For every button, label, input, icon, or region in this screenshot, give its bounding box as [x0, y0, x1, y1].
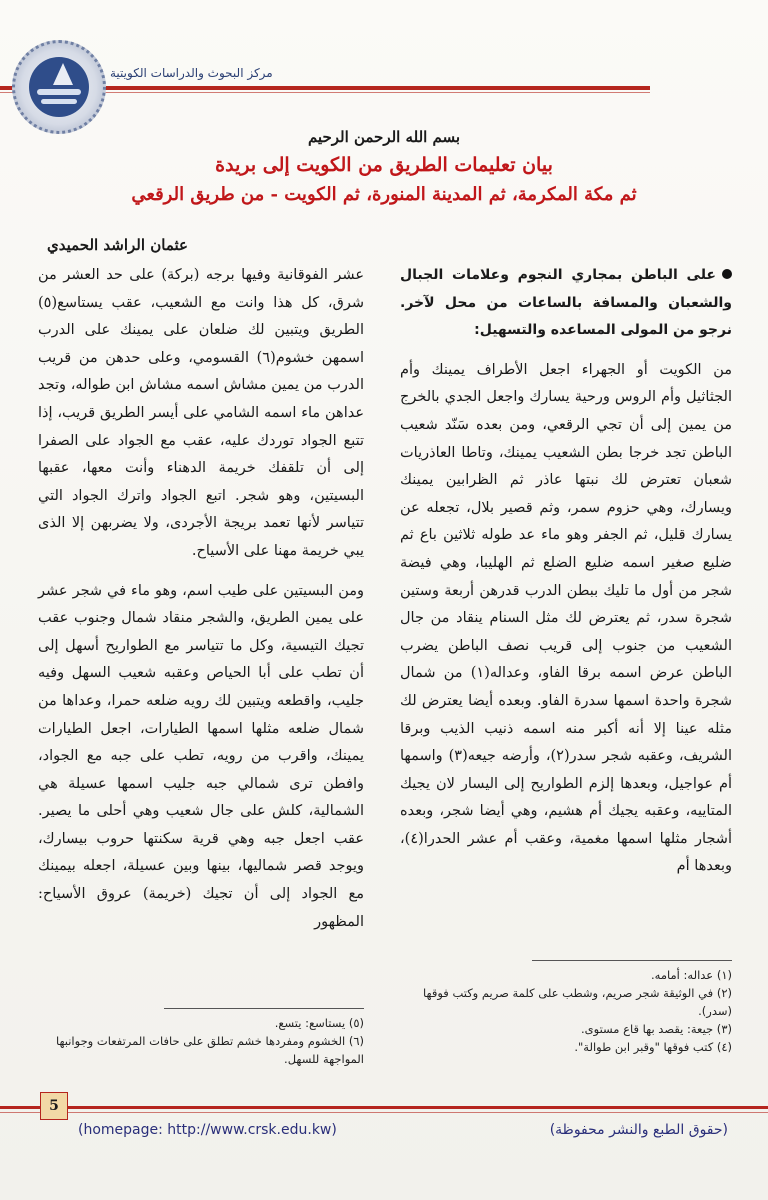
bismillah: بسم الله الرحمن الرحيم — [307, 128, 461, 146]
left-column — [38, 262, 364, 948]
center-logo-icon — [12, 40, 106, 134]
footnote-5: (٥) يستاسع: يتسع. — [274, 1016, 364, 1030]
body-paragraph-1: عشر الفوقانية وفيها برجه (بركة) على حد العشر من شرق، كل هذا وانت مع الشعيب، عقب يستاسع(٥) الطريق ويتبين لك ضلعان على يمينك على الدرب اسمهن خشوم(٦) القسومي، وعلى حدهن من قريب الدرب من يمين مشاش اسمه مشاش ابن طواله، وتجد عداهن ماء اسمه الشامي على أيسر الطريق قريب، إذا تتبع الجواد توردك عليه، عقب مع الجواد على الصفرا إلى أن تلقفك خريمة الدهناء وأنت معها، عقبها البسيتين، وهو شجر. اتبع الجواد واترك الجواد التي تتياسر لأنها تعمد بريجة الأجردى، ولا يضربهن إلا الذى يبي خريمة مهنا على الأسياح. — [38, 267, 364, 559]
title-block — [90, 128, 678, 205]
footnote-3: (٣) جيعة: يقصد بها قاع مستوى. — [580, 1022, 732, 1036]
bullet-icon — [722, 269, 732, 279]
footer-rule — [0, 1106, 768, 1109]
footnote-1: (١) عداله: أمامه. — [651, 968, 732, 982]
page-header — [0, 0, 768, 120]
page-number: 5 — [40, 1092, 68, 1120]
right-column — [400, 262, 732, 893]
author-name: عثمان الراشد الحميدي — [46, 236, 188, 254]
footer-rule-thin — [0, 1112, 768, 1113]
footnote-6: (٦) الخشوم ومفردها خشم تطلق على حافات المرتفعات وجوانبها المواجهة للسهل. — [55, 1034, 364, 1066]
footnotes-left — [38, 1014, 364, 1068]
body-paragraph: من الكويت أو الجهراء اجعل الأطراف يمينك وأم الجثاثيل وأم الروس ورحية يسارك واجعل الجدي بالخرج من يمين إلى أن تجي الرقعي، ومن بعده سَنّد شعيب الباطن تجد خرجا بطن الشعيب يمينك، وتاطا العاذريات شعبان تعترض لك نبتها عاذر ثم الظرابين يمينك ويسارك، وهي حزوم سمر، وثم قصير بلال، تجعله عن يسارك قليل، ثم الجفر وهو ماء عد طوله ثلاثين باع ثم ضليع صغير اسمه ضليع الضلع ثم الهليبا، وهي فيضة شجر من أول ما تليك ببطن الدرب قدرهن أربعة وستين شجرة سدر، ثم يعترض لك مثل السنام ينقاد من جال الشعيب من جنوب إلى قريب نصف الباطن يضرب الباطن عرض اسمه برقا الفاو، وعداله(١) من شمال شجرة واحدة اسمها سدرة الفاو. وبعده أيضا يعترض لك مثله عينا إلا أنه أكبر منه اسمه ذنيب الذيب وبرقا الشريف، وعقبه شجر سدر(٢)، وأرضه جيعه(٣) واسمها أم عواجيل، وبعدها إلزم الطواريح إلى اليسار لان يجيك المتاييه، وعقبه يجيك أم هشيم، وهي أيضا شجر، وبعده أشجار مثلها اسمها مغمية، وعقب أم عشر الحدرا(٤)، وبعدها أم — [400, 361, 733, 875]
homepage-link[interactable]: (homepage: http://www.crsk.edu.kw) — [78, 1122, 337, 1138]
article-title: بيان تعليمات الطريق من الكويت إلى بريدة — [215, 154, 553, 176]
copyright-notice: (حقوق الطبع والنشر محفوظة) — [549, 1122, 728, 1138]
body-paragraph-2: ومن البسيتين على طيب اسم، وهو ماء في شجر عشر على يمين الطريق، والشجر منقاد شمال وجنوب عقب تجيك التيسية، وكل ما تتياسر مع الطواريح أسهل إلى أن تطب على أبا الحياص وعقبه شعيب السهل وفيه جليب، واقطعه ويتبين لك رويه ضلعه حمرا، وعداها من شمال ضلعه مثلها اسمها الطيارات، اجعل الطيارات يمينك، واقرب من رويه، تطب على جبه مع الجواد، وافطن ترى شمالي جبه جليب اسمها عسيلة هي الشمالية، كلش على جال شعيب وهي أحلى ما يصير. عقب اجعل جبه وهي قرية سكنتها حروب بيسارك، ويوجد قصر شماليها، بينها وبين عسيلة، اجعله بيمينك مع الجواد إلى أن تجيك (خريمة) عروق الأسياح: المظهور — [38, 582, 364, 930]
footnote-rule-left — [164, 1008, 364, 1009]
center-name: مركز البحوث والدراسات الكويتية — [110, 66, 273, 80]
footnotes-right — [400, 966, 732, 1056]
lead-paragraph: على الباطن بمجاري النجوم وعلامات الجبال والشعبان والمسافة بالساعات من محل لآخر. نرجو من المولى المساعده والتسهيل: — [400, 267, 732, 339]
footnote-2: (٢) في الوثيقة شجر صريم، وشطب على كلمة صريم وكتب فوقها (سدر). — [423, 986, 732, 1018]
footnote-rule-right — [532, 960, 732, 961]
footnote-4: (٤) كتب فوقها "وقبر ابن طوالة". — [574, 1040, 732, 1054]
article-subtitle: ثم مكة المكرمة، ثم المدينة المنورة، ثم الكويت - من طريق الرقعي — [131, 184, 637, 205]
